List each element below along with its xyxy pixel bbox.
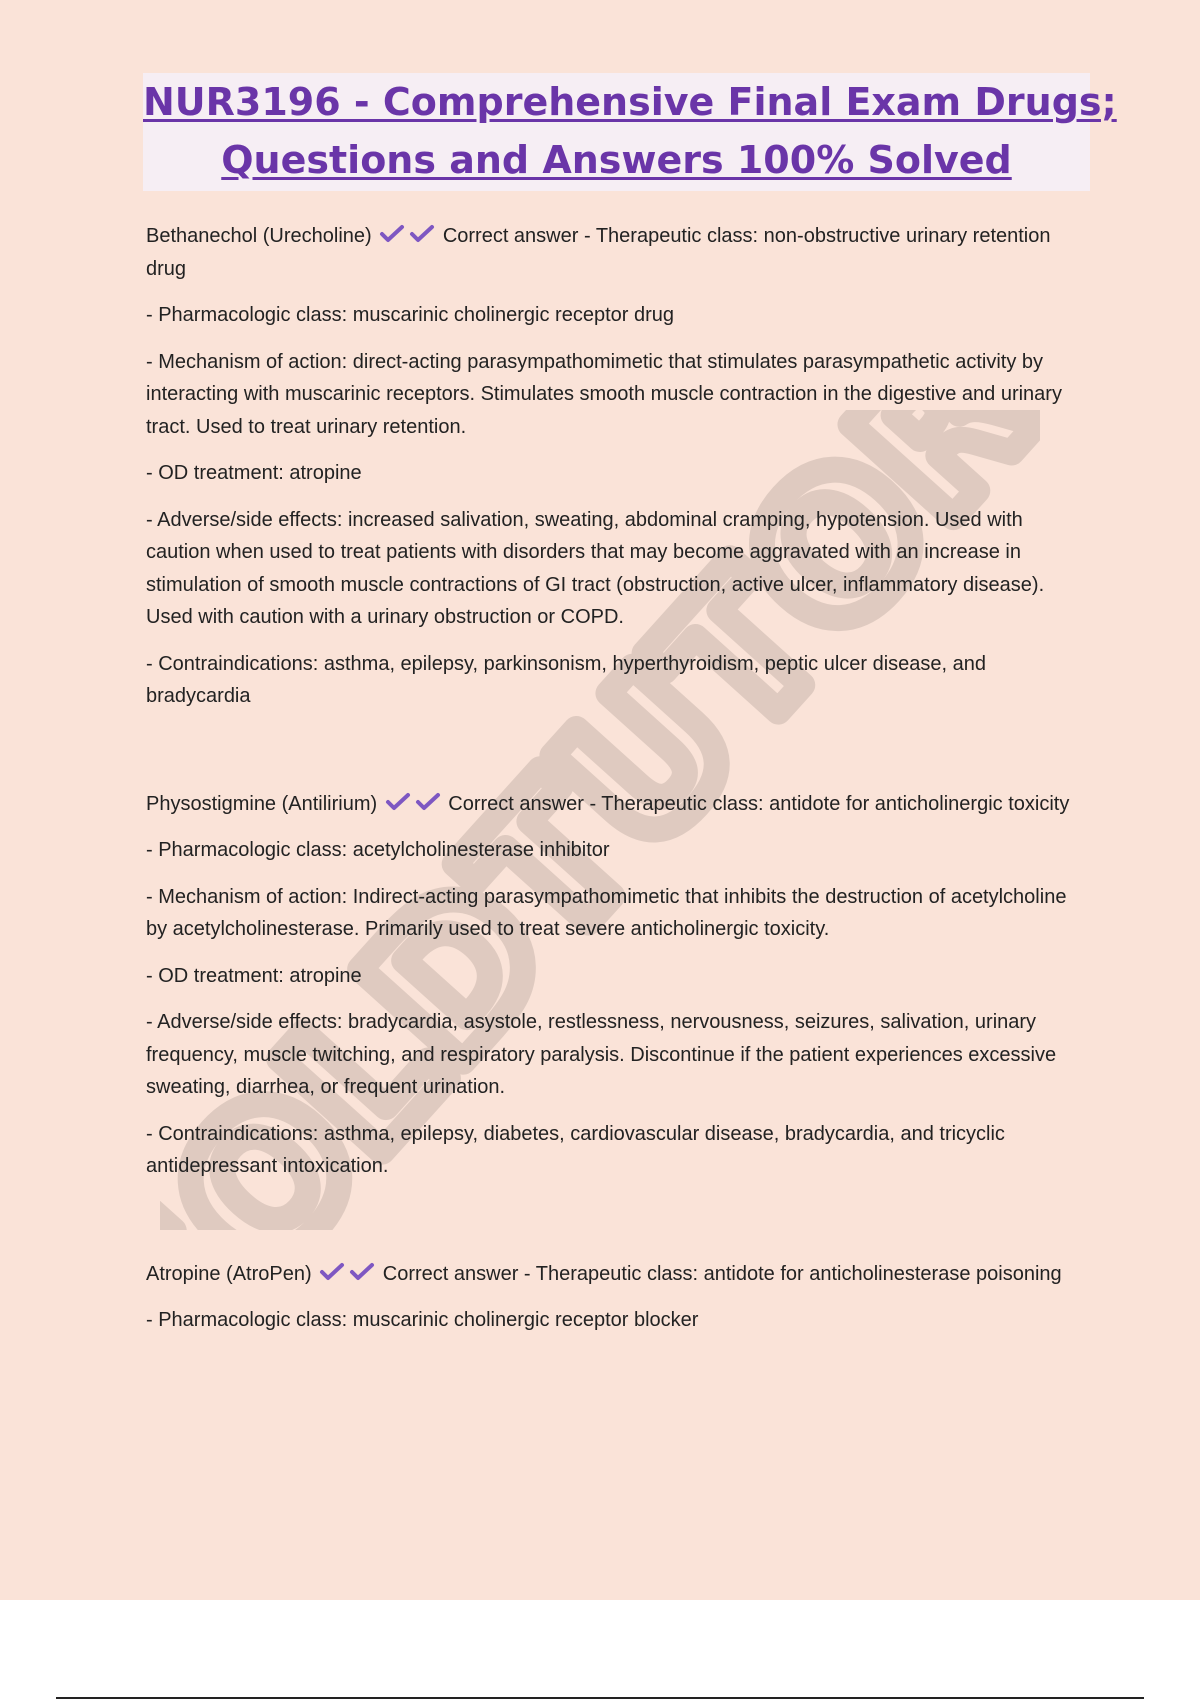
- page-title-line-1: NUR3196 - Comprehensive Final Exam Drugs;: [143, 80, 1117, 124]
- footer-rule: [56, 1697, 1144, 1699]
- answer-line: - Contraindications: asthma, epilepsy, diabetes, cardiovascular disease, bradycardia, and tricyclic antidepressant intoxication.: [146, 1122, 1005, 1177]
- question-line: [146, 788, 1086, 821]
- answer-line: - Mechanism of action: Indirect-acting parasympathomimetic that inhibits the destruction of acetylcholine by acetylcholinesterase. Primarily used to treat severe anticholinergic toxicity.: [146, 885, 1067, 940]
- question-line: [146, 1258, 1086, 1291]
- watermark-text: GOLDTUTORS: [160, 410, 1040, 1230]
- answer-line: - Contraindications: asthma, epilepsy, parkinsonism, hyperthyroidism, peptic ulcer disease, and bradycardia: [146, 652, 987, 707]
- double-check-icon: [349, 1260, 377, 1280]
- answer-line: - Pharmacologic class: muscarinic cholinergic receptor blocker: [146, 1309, 699, 1331]
- qa-entry: [146, 788, 1086, 1183]
- answer-line: - Adverse/side effects: bradycardia, asystole, restlessness, nervousness, seizures, salivation, urinary frequency, muscle twitching, and respiratory paralysis. Discontinue if the patient experiences excessive sweating, diarrhea, or frequent urination.: [146, 1011, 1057, 1098]
- qa-entry: [146, 220, 1086, 713]
- drug-name: Atropine (AtroPen): [146, 1262, 312, 1285]
- page-title-line-2: Questions and Answers 100% Solved: [221, 138, 1012, 182]
- answer-line: - Adverse/side effects: increased salivation, sweating, abdominal cramping, hypotension. Used with caution when used to treat patients with disorders that may become aggravated with an increase in stimulation of smooth muscle contractions of GI tract (obstruction, active ulcer, inflammatory disease). Used with caution with a urinary obstruction or COPD.: [146, 508, 1045, 628]
- answer-line: - Pharmacologic class: acetylcholinesterase inhibitor: [146, 839, 610, 861]
- question-line: [146, 220, 1086, 285]
- drug-name: Physostigmine (Antilirium): [146, 792, 378, 815]
- drug-name: Bethanechol (Urecholine): [146, 225, 372, 247]
- double-check-icon: [415, 790, 443, 810]
- qa-entry: [146, 1258, 1086, 1337]
- answer-line: - OD treatment: atropine: [146, 964, 362, 987]
- double-check-icon: [385, 790, 413, 810]
- double-check-icon: [409, 222, 437, 242]
- double-check-icon: [319, 1260, 347, 1280]
- answer-line: - OD treatment: atropine: [146, 462, 362, 484]
- answer-intro: Correct answer - Therapeutic class: non-obstructive urinary retention drug: [146, 225, 1051, 280]
- answer-intro: Correct answer - Therapeutic class: antidote for anticholinesterase poisoning: [382, 1262, 1062, 1285]
- double-check-icon: [379, 222, 407, 242]
- qa-content: [146, 220, 1086, 1351]
- answer-line: - Mechanism of action: direct-acting parasympathomimetic that stimulates parasympathetic activity by interacting with muscarinic receptors. Stimulates smooth muscle contraction in the digestive and urinary tract. Used to treat urinary retention.: [146, 350, 1062, 438]
- title-box: [143, 73, 1117, 191]
- answer-intro: Correct answer - Therapeutic class: antidote for anticholinergic toxicity: [448, 792, 1070, 815]
- answer-line: - Pharmacologic class: muscarinic cholinergic receptor drug: [146, 304, 674, 326]
